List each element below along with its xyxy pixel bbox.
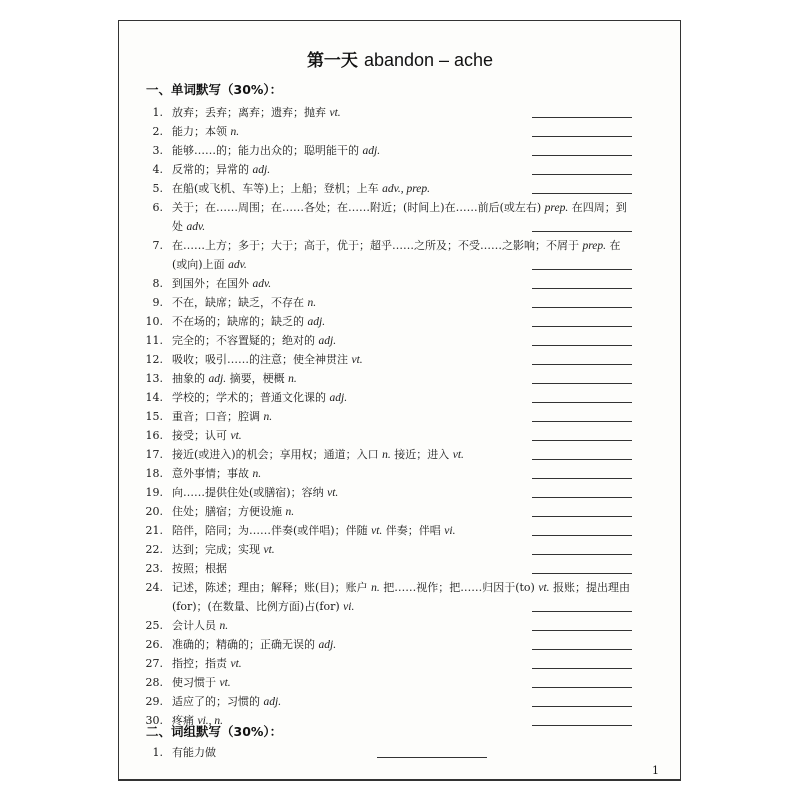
item-definition — [172, 673, 231, 693]
word-item-continuation — [140, 217, 640, 236]
answer-blank[interactable] — [532, 535, 632, 536]
item-definition — [172, 103, 341, 123]
word-item — [140, 369, 640, 388]
item-definition — [172, 236, 621, 256]
answer-blank[interactable] — [377, 757, 487, 758]
part-of-speech: n. — [219, 620, 229, 632]
item-number: 6. — [152, 201, 163, 214]
word-item — [140, 274, 640, 293]
part-of-speech: adv. — [186, 221, 206, 233]
item-number: 30. — [145, 714, 163, 727]
definition-text: 不在场的；缺席的；缺乏的 — [172, 315, 308, 328]
answer-blank[interactable] — [532, 440, 632, 441]
answer-blank[interactable] — [532, 668, 632, 669]
phrase-item — [140, 743, 640, 762]
part-of-speech: vt. — [327, 487, 339, 499]
part-of-speech: adv. — [228, 259, 247, 271]
item-number: 22. — [145, 543, 163, 556]
answer-blank[interactable] — [532, 326, 632, 327]
definition-text: 抽象的 — [172, 372, 209, 385]
item-number: 18. — [145, 467, 163, 480]
item-definition — [172, 369, 297, 389]
answer-blank[interactable] — [532, 383, 632, 384]
item-definition — [172, 179, 430, 199]
word-item — [140, 483, 640, 502]
part-of-speech: adj. — [318, 639, 337, 651]
definition-text: 会计人员 — [172, 619, 220, 632]
item-number: 21. — [145, 524, 163, 537]
part-of-speech: vt. — [538, 582, 550, 594]
word-dictation-list — [140, 103, 640, 730]
item-definition — [172, 635, 336, 655]
definition-text: 按照；根据 — [172, 562, 227, 575]
definition-text: 向……提供住处(或膳宿)；容纳 — [172, 486, 328, 499]
definition-text: 学校的；学术的；普通文化课的 — [172, 391, 330, 404]
answer-blank[interactable] — [532, 421, 632, 422]
section1-heading: 一、单词默写（30%）： — [146, 82, 283, 97]
definition-text: 记述，陈述；理由；解释；账(目)；账户 — [172, 581, 372, 594]
definition-text: 在船(或飞机、车等)上；上船；登机；上车 — [172, 182, 383, 195]
word-item — [140, 616, 640, 635]
part-of-speech: n. — [288, 373, 297, 385]
definition-text: 指控；指责 — [172, 657, 231, 670]
part-of-speech: adj. — [318, 335, 337, 347]
part-of-speech: vt. — [230, 658, 242, 670]
answer-blank[interactable] — [532, 364, 632, 365]
item-number: 4. — [152, 163, 163, 176]
definition-text: 准确的；精确的；正确无误的 — [172, 638, 319, 651]
section2-heading: 二、词组默写（30%）： — [146, 724, 283, 739]
word-item — [140, 179, 640, 198]
item-number: 24. — [145, 581, 163, 594]
definition-text: 接近；进入 — [390, 448, 453, 461]
definition-text: 放弃；丢弃；离弃；遗弃；抛弃 — [172, 106, 330, 119]
part-of-speech: vi. — [343, 601, 355, 613]
answer-blank[interactable] — [532, 402, 632, 403]
answer-blank[interactable] — [532, 459, 632, 460]
part-of-speech: adj. — [362, 145, 381, 157]
part-of-speech: n. — [307, 297, 317, 309]
definition-text: 使习惯于 — [172, 676, 220, 689]
item-number: 25. — [145, 619, 163, 632]
definition-text: 完全的；不容置疑的；绝对的 — [172, 334, 319, 347]
definition-text: 疼痛 — [172, 714, 198, 727]
item-definition — [172, 540, 275, 560]
answer-blank[interactable] — [532, 497, 632, 498]
answer-blank[interactable] — [532, 117, 632, 118]
answer-blank[interactable] — [532, 155, 632, 156]
definition-text: 在 — [606, 239, 621, 252]
word-item — [140, 198, 640, 217]
definition-text: (for)；(在数量、比例方面)占(for) — [172, 600, 344, 613]
answer-blank[interactable] — [532, 649, 632, 650]
definition-text: 关于；在……周围；在……各处；在……附近；(时间上)在……前后(或左右) — [172, 201, 545, 214]
definition-text: 在四周；到 — [568, 201, 627, 214]
item-number: 27. — [145, 657, 163, 670]
item-definition — [172, 160, 270, 180]
part-of-speech: n. — [371, 582, 380, 594]
word-item — [140, 464, 640, 483]
word-item — [140, 350, 640, 369]
word-item — [140, 635, 640, 654]
item-number: 9. — [152, 296, 163, 309]
definition-text: 适应了的；习惯的 — [172, 695, 264, 708]
definition-text: 意外事情；事故 — [172, 467, 253, 480]
item-definition — [172, 483, 338, 503]
item-number: 15. — [145, 410, 163, 423]
word-item — [140, 673, 640, 692]
item-number: 8. — [152, 277, 163, 290]
item-number: 7. — [152, 239, 163, 252]
word-item — [140, 141, 640, 160]
word-item — [140, 502, 640, 521]
item-definition — [172, 122, 239, 142]
part-of-speech: vi., n. — [197, 715, 224, 727]
part-of-speech: n. — [252, 468, 262, 480]
definition-text: 接近(或进入)的机会；享用权；通道；入口 — [172, 448, 383, 461]
answer-blank[interactable] — [532, 516, 632, 517]
definition-text: 反常的；异常的 — [172, 163, 253, 176]
answer-blank[interactable] — [532, 630, 632, 631]
word-item — [140, 654, 640, 673]
definition-text: 重音；口音；腔调 — [172, 410, 264, 423]
item-definition — [172, 293, 316, 313]
item-number: 14. — [145, 391, 163, 404]
part-of-speech: n. — [382, 449, 391, 461]
item-number: 26. — [145, 638, 163, 651]
word-item — [140, 122, 640, 141]
definition-text: 接受；认可 — [172, 429, 231, 442]
word-item — [140, 540, 640, 559]
item-number: 20. — [145, 505, 163, 518]
word-item-continuation — [140, 255, 640, 274]
answer-blank[interactable] — [532, 231, 632, 232]
part-of-speech: vt. — [230, 430, 242, 442]
answer-blank[interactable] — [532, 269, 632, 270]
item-number: 13. — [145, 372, 163, 385]
item-definition — [172, 578, 630, 598]
item-prompt: 有能力做 — [172, 746, 216, 759]
part-of-speech: vi. — [444, 525, 456, 537]
item-definition — [172, 312, 325, 332]
definition-text: 处 — [172, 220, 187, 233]
word-item — [140, 331, 640, 350]
item-definition — [172, 255, 247, 275]
word-item — [140, 426, 640, 445]
part-of-speech: adv., prep. — [382, 183, 430, 195]
item-number: 28. — [145, 676, 163, 689]
answer-blank[interactable] — [532, 725, 632, 726]
item-definition — [172, 407, 272, 427]
definition-text: 到国外；在国外 — [172, 277, 253, 290]
part-of-speech: n. — [263, 411, 273, 423]
word-item — [140, 312, 640, 331]
definition-text: 伴奏；伴唱 — [382, 524, 445, 537]
item-number: 23. — [145, 562, 163, 575]
item-definition — [172, 331, 336, 351]
part-of-speech: n. — [285, 506, 295, 518]
part-of-speech: vt. — [329, 107, 341, 119]
item-number: 19. — [145, 486, 163, 499]
word-item — [140, 559, 640, 578]
answer-blank[interactable] — [532, 687, 632, 688]
item-definition — [172, 502, 294, 522]
answer-blank[interactable] — [532, 573, 632, 574]
definition-text: 达到；完成；实现 — [172, 543, 264, 556]
part-of-speech: adv. — [252, 278, 272, 290]
item-number: 11. — [145, 334, 163, 347]
answer-blank[interactable] — [532, 136, 632, 137]
part-of-speech: adj. — [329, 392, 348, 404]
part-of-speech: adj. — [307, 316, 326, 328]
item-definition — [172, 616, 228, 636]
item-number: 3. — [152, 144, 163, 157]
word-item — [140, 578, 640, 597]
item-definition — [172, 597, 354, 617]
definition-text: 报账；提出理由 — [549, 581, 631, 594]
answer-blank[interactable] — [532, 174, 632, 175]
word-item — [140, 293, 640, 312]
answer-blank[interactable] — [532, 706, 632, 707]
part-of-speech: vt. — [371, 525, 383, 537]
word-item — [140, 521, 640, 540]
definition-text: 摘要，梗概 — [226, 372, 289, 385]
word-item — [140, 236, 640, 255]
definition-text: 能力；本领 — [172, 125, 231, 138]
item-definition — [172, 217, 205, 237]
part-of-speech: vt. — [219, 677, 231, 689]
word-item — [140, 160, 640, 179]
item-number: 17. — [145, 448, 163, 461]
answer-blank[interactable] — [532, 611, 632, 612]
item-number: 1. — [152, 746, 163, 759]
item-number: 2. — [152, 125, 163, 138]
word-item — [140, 445, 640, 464]
item-definition — [172, 274, 271, 294]
part-of-speech: adj. — [252, 164, 271, 176]
part-of-speech: adj. — [208, 373, 227, 385]
item-number: 16. — [145, 429, 163, 442]
definition-text: 把……视作；把……归因于(to) — [379, 581, 539, 594]
definition-text: 陪伴，陪同；为……伴奏(或伴唱)；伴随 — [172, 524, 372, 537]
part-of-speech: vt. — [263, 544, 275, 556]
item-number: 1. — [152, 106, 163, 119]
part-of-speech: vt. — [452, 449, 464, 461]
item-definition — [172, 445, 464, 465]
word-item — [140, 407, 640, 426]
word-item — [140, 692, 640, 711]
definition-text: (或向)上面 — [172, 258, 229, 271]
item-definition — [172, 388, 347, 408]
answer-blank[interactable] — [532, 345, 632, 346]
definition-text: 能够……的；能力出众的；聪明能干的 — [172, 144, 363, 157]
page-title — [0, 46, 800, 71]
item-definition — [172, 198, 627, 218]
item-definition — [172, 521, 455, 541]
item-definition — [172, 141, 380, 161]
word-item — [140, 388, 640, 407]
definition-text: 不在，缺席；缺乏，不存在 — [172, 296, 308, 309]
part-of-speech: adj. — [263, 696, 282, 708]
item-number: 10. — [145, 315, 163, 328]
item-definition — [172, 350, 363, 370]
item-number: 12. — [145, 353, 163, 366]
word-item — [140, 103, 640, 122]
item-number: 29. — [145, 695, 163, 708]
definition-text: 在……上方；多于；大于；高于，优于；超乎……之所及；不受……之影响；不屑于 — [172, 239, 583, 252]
title-day: 第一天 — [306, 51, 358, 71]
part-of-speech: prep. — [582, 240, 607, 252]
item-definition — [172, 692, 281, 712]
page-number: 1 — [652, 764, 659, 777]
item-definition — [172, 654, 242, 674]
title-word-range: abandon – ache — [363, 50, 494, 70]
answer-blank[interactable] — [532, 307, 632, 308]
part-of-speech: vt. — [351, 354, 363, 366]
definition-text: 吸收；吸引……的注意；使全神贯注 — [172, 353, 352, 366]
word-item-continuation — [140, 597, 640, 616]
part-of-speech: prep. — [544, 202, 569, 214]
item-definition — [172, 464, 261, 484]
answer-blank[interactable] — [532, 193, 632, 194]
answer-blank[interactable] — [532, 288, 632, 289]
item-number: 5. — [152, 182, 163, 195]
item-definition — [172, 559, 227, 578]
item-definition — [172, 426, 242, 446]
answer-blank[interactable] — [532, 478, 632, 479]
definition-text: 住处；膳宿；方便设施 — [172, 505, 286, 518]
answer-blank[interactable] — [532, 554, 632, 555]
part-of-speech: n. — [230, 126, 240, 138]
